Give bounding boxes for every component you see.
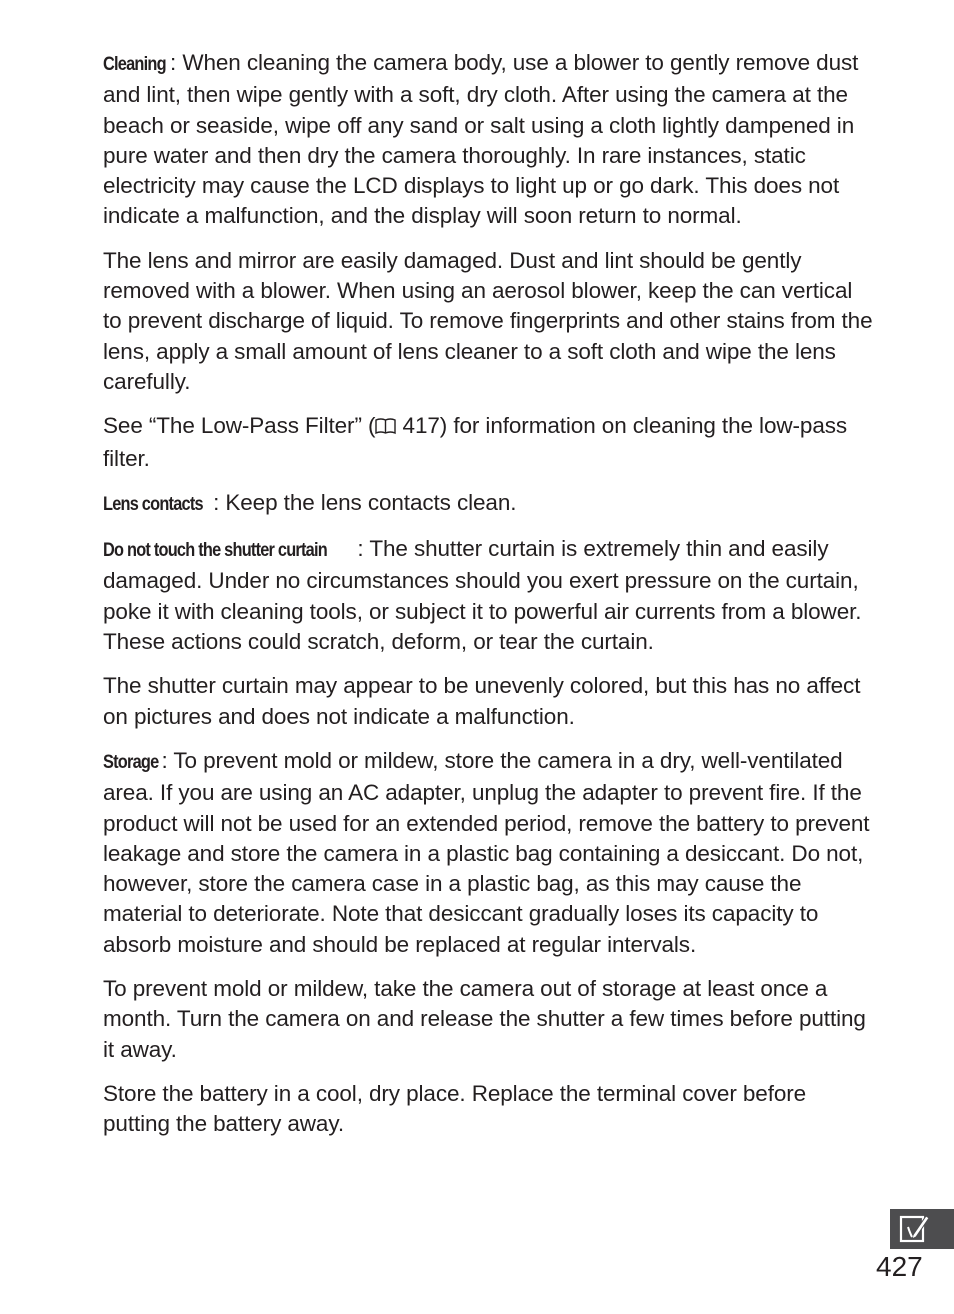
page-number: 427	[876, 1251, 923, 1282]
lens-contacts-term: Lens contacts	[103, 493, 203, 515]
low-pass-text-before: See “The Low-Pass Filter” (	[103, 413, 376, 439]
low-pass-paragraph	[103, 411, 875, 474]
notes-pen-icon	[899, 1213, 931, 1245]
cleaning-term: Cleaning	[103, 54, 166, 75]
battery-storage-paragraph: Store the battery in a cool, dry place. Replace the terminal cover before putting the battery away.	[103, 1080, 807, 1137]
lens-contacts-paragraph	[103, 488, 875, 520]
book-icon	[375, 413, 396, 443]
shutter-curtain-term: Do not touch the shutter curtain	[103, 540, 327, 562]
storage-paragraph	[103, 746, 875, 960]
storage-term: Storage	[103, 751, 159, 773]
cleaning-text: : When cleaning the camera body, use a blower to gently remove dust and lint, then wipe gently with a soft, dry cloth. After using the camera at the beach or seaside, wipe off any sand or salt using a cloth lightly dampened in pure water and then dry the camera thoroughly. In rare instances, static electricity may cause the LCD displays to light up or go dark. This does not indicate a malfunction, and the display will soon return to normal.	[103, 50, 859, 229]
shutter-curtain-paragraph	[103, 534, 875, 657]
lens-contacts-text: : Keep the lens contacts clean.	[213, 489, 517, 515]
page-content	[103, 48, 875, 1154]
shutter-color-paragraph: The shutter curtain may appear to be unevenly colored, but this has no affect on pictures and does not indicate a malfunction.	[103, 673, 861, 729]
lens-mirror-paragraph: The lens and mirror are easily damaged. Dust and lint should be gently removed with a blower. When using an aerosol blower, keep the can vertical to prevent discharge of liquid. To remove fingerprints and other stains from the lens, apply a small amount of lens cleaner to a soft cloth and wipe the lens carefully.	[103, 247, 873, 394]
low-pass-link-text: 417) for information on cleaning the low-pass filter.	[103, 413, 848, 471]
shutter-curtain-text: : The shutter curtain is extremely thin and easily damaged. Under no circumstances should you exert pressure on the curtain, poke it with cleaning tools, or subject it to powerful air currents from a blower. These actions could scratch, deform, or tear the curtain.	[103, 536, 862, 655]
section-tab	[890, 1209, 954, 1249]
storage-text: : To prevent mold or mildew, store the camera in a dry, well-ventilated area. If you are using an AC adapter, unplug the adapter to prevent fire. If the product will not be used for an extended period, remove the battery to prevent leakage and store the camera in a plastic bag containing a desiccant. Do not, however, store the camera case in a plastic bag, as this may cause the material to deteriorate. Note that desiccant gradually loses its capacity to absorb moisture and should be replaced at regular intervals.	[103, 747, 870, 957]
cleaning-paragraph	[103, 48, 875, 232]
mold-prevention-paragraph: To prevent mold or mildew, take the camera out of storage at least once a month. Turn the camera on and release the shutter a few times before putting it away.	[103, 976, 866, 1062]
